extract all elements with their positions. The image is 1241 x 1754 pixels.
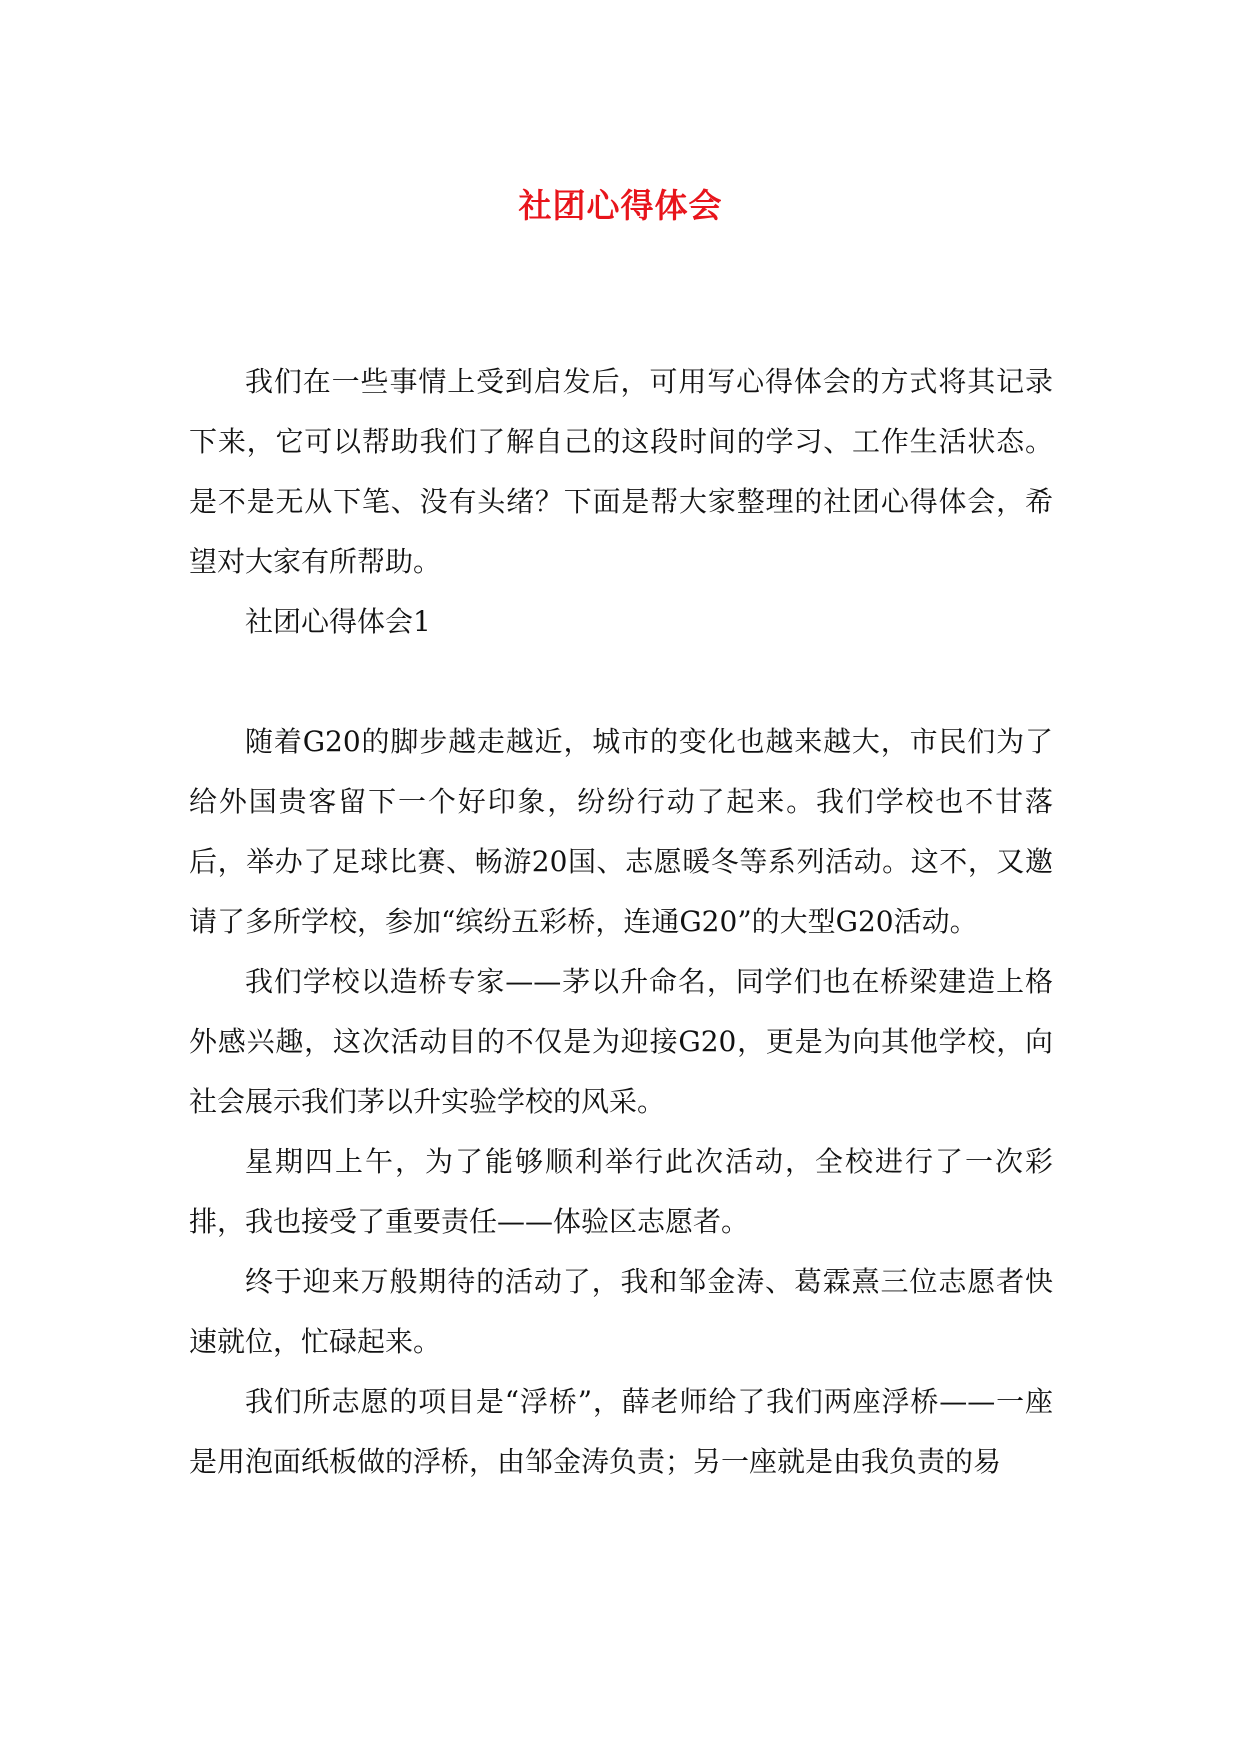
body-paragraph: 星期四上午，为了能够顺利举行此次活动，全校进行了一次彩排，我也接受了重要责任——体验区志愿者。 — [189, 1145, 1053, 1238]
section-heading: 社团心得体会1 — [245, 605, 431, 638]
body-paragraph: 我们学校以造桥专家——茅以升命名，同学们也在桥梁建造上格外感兴趣，这次活动目的不仅是为迎接G20，更是为向其他学校，向社会展示我们茅以升实验学校的风采。 — [189, 965, 1053, 1118]
intro-paragraph: 我们在一些事情上受到启发后，可用写心得体会的方式将其记录下来，它可以帮助我们了解自己的这段时间的学习、工作生活状态。是不是无从下笔、没有头绪？下面是帮大家整理的社团心得体会，希望对大家有所帮助。 — [189, 365, 1053, 578]
body-paragraph: 随着G20的脚步越走越近，城市的变化也越来越大，市民们为了给外国贵客留下一个好印象，纷纷行动了起来。我们学校也不甘落后，举办了足球比赛、畅游20国、志愿暖冬等系列活动。这不，又邀请了多所学校，参加“缤纷五彩桥，连通G20”的大型G20活动。 — [189, 725, 1053, 938]
document-body — [189, 352, 1053, 1492]
body-paragraph: 终于迎来万般期待的活动了，我和邹金涛、葛霖熹三位志愿者快速就位，忙碌起来。 — [189, 1265, 1053, 1358]
document-title: 社团心得体会 — [518, 186, 723, 226]
body-paragraph: 我们所志愿的项目是“浮桥”，薛老师给了我们两座浮桥——一座是用泡面纸板做的浮桥，由邹金涛负责；另一座就是由我负责的易 — [189, 1385, 1053, 1478]
